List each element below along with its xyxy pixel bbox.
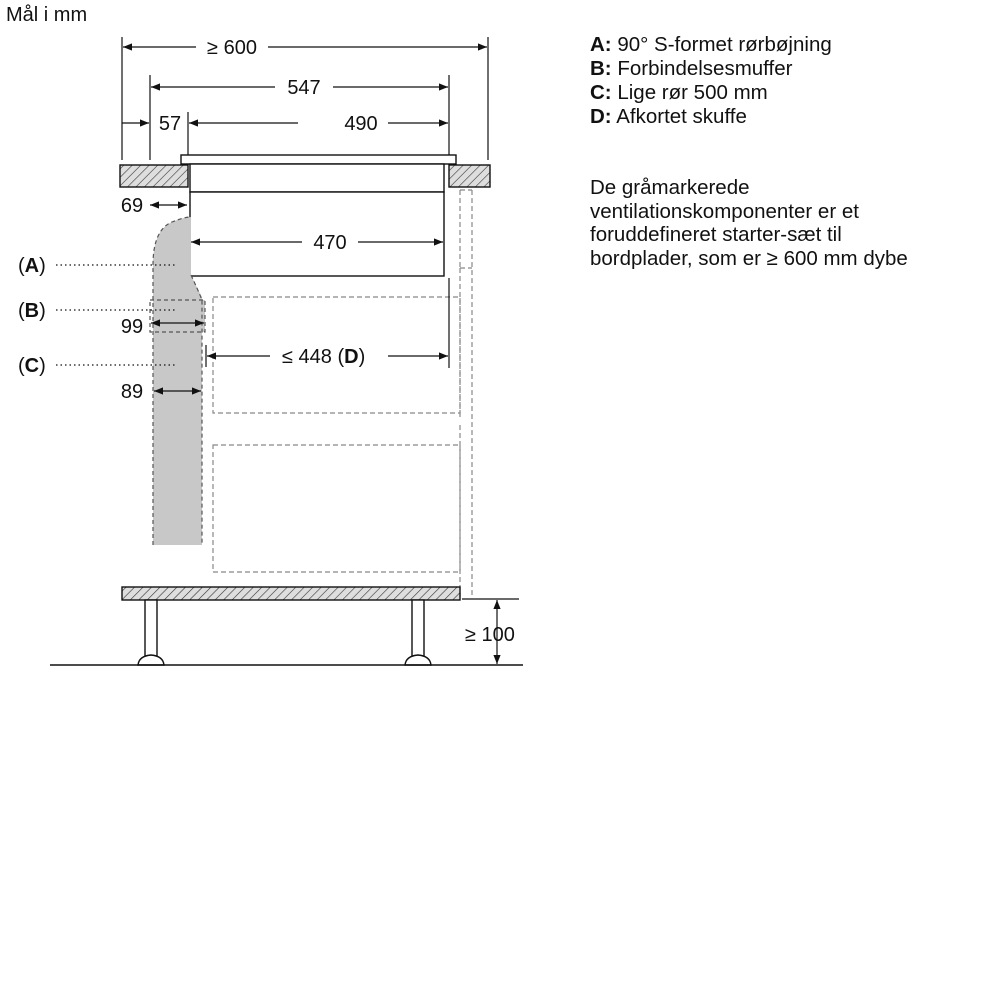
legend-item-b: B: Forbindelsesmuffer: [590, 57, 793, 80]
note-line: De gråmarkerede: [590, 176, 750, 199]
note-line: ventilationskomponenter er et: [590, 199, 859, 223]
legend-item-d: D: Afkortet skuffe: [590, 105, 747, 128]
cabinet-base: [122, 587, 460, 600]
dim-overall-width-label: ≥ 600: [207, 37, 257, 59]
dim-plinth-height: [462, 599, 519, 664]
dim-cutout-width: [150, 75, 449, 160]
dim-drawer-depth-label: ≤ 448 (D): [282, 346, 366, 368]
callout-c: [18, 355, 176, 377]
leg-right: [405, 600, 431, 665]
dim-duct-offset-label: 69: [120, 195, 144, 217]
dim-inner-width: [189, 113, 448, 135]
callout-a: [18, 255, 176, 277]
starter-kit-note: [590, 176, 908, 270]
cabinet-outline: [460, 190, 472, 597]
callout-a-label: (A): [18, 255, 46, 277]
dim-pipe-width-label: 89: [120, 381, 144, 403]
worktop-left: [120, 165, 188, 187]
legend-item-a: A: 90° S-formet rørbøjning: [590, 33, 832, 56]
dim-drawer-depth: [206, 278, 449, 368]
dim-plinth-height-label: ≥ 100: [465, 624, 515, 646]
hob-body-upper: [190, 164, 444, 192]
callout-b-label: (B): [18, 300, 46, 322]
dim-duct-offset: [121, 195, 187, 217]
legend: [590, 33, 832, 129]
hob-glass: [181, 155, 456, 164]
callout-b: [18, 300, 176, 322]
leg-left: [138, 600, 164, 665]
legend-item-c: C: Lige rør 500 mm: [590, 81, 768, 104]
worktop-right: [449, 165, 490, 187]
note-line: foruddefineret starter-sæt til: [590, 223, 842, 246]
note-line: bordplader, som er ≥ 600 mm dybe: [590, 246, 908, 270]
dim-left-offset-label: 57: [158, 113, 182, 135]
dim-cutout-width-label: 547: [287, 77, 321, 99]
unit-label: Mål i mm: [6, 4, 88, 26]
dim-inner-width-label: 490: [344, 113, 378, 135]
callout-c-label: (C): [18, 355, 46, 377]
dim-bend-width-label: 99: [120, 316, 144, 338]
dim-unit-width-label: 470: [313, 232, 347, 254]
drawer-lower: [213, 445, 460, 572]
dim-left-offset: [122, 112, 188, 160]
